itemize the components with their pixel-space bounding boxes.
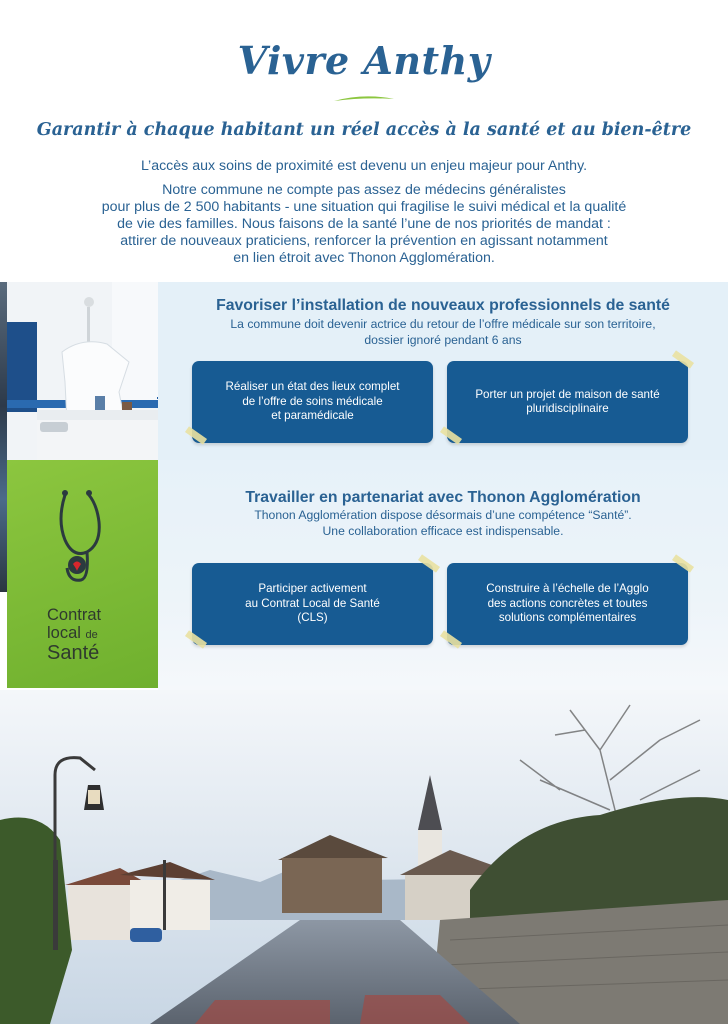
intro-paragraph-2	[40, 182, 688, 267]
cls-word-contrat: Contrat	[47, 606, 102, 624]
card-line: et paramédicale	[271, 409, 354, 423]
section-1-title: Favoriser l’installation de nouveaux professionnels de santé	[216, 297, 670, 314]
side-photo-strip	[0, 282, 7, 592]
intro-line: en lien étroit avec Thonon Agglomération.	[233, 250, 495, 266]
cls-word-de: de	[85, 629, 98, 641]
section-2-description	[158, 508, 728, 539]
card-line: des actions concrètes et toutes	[487, 596, 648, 610]
intro-line: pour plus de 2 500 habitants - une situation qui fragilise le suivi médical et la qualité	[101, 199, 627, 215]
card-line: Porter un projet de maison de santé	[475, 387, 660, 401]
cls-line-local-de	[47, 624, 101, 644]
card-line: pluridisciplinaire	[526, 402, 609, 415]
village-street-photo	[0, 690, 728, 1024]
card-line: solutions complémentaires	[498, 611, 637, 625]
page-title: Vivre Anthy	[237, 38, 491, 83]
card-text	[226, 380, 400, 424]
card-line: Réaliser un état des lieux complet	[225, 380, 400, 394]
card-line: Participer activement	[258, 582, 367, 596]
page-subtitle: Garantir à chaque habitant un réel accès à la santé et au bien-être	[36, 120, 692, 140]
card-line: au Contrat Local de Santé	[245, 596, 380, 610]
intro-line: Notre commune ne compte pas assez de médecins généralistes	[162, 182, 566, 198]
card-text	[475, 388, 659, 417]
card-text	[245, 582, 380, 626]
section-2-desc-line: Une collaboration efficace est indispensable.	[322, 523, 564, 538]
action-card-construire-agglo	[447, 563, 688, 645]
cls-word-sante: Santé	[47, 642, 100, 664]
section-1-description	[158, 317, 728, 348]
card-line: Construire à l’échelle de l’Agglo	[486, 582, 649, 596]
intro-line: attirer de nouveaux praticiens, renforcer la prévention en agissant notamment	[120, 233, 608, 249]
title-swoosh-decoration	[332, 93, 396, 105]
action-card-maison-de-sante	[447, 361, 688, 443]
action-card-participer-cls	[192, 563, 433, 645]
card-text	[486, 582, 648, 626]
cls-word-local: local	[47, 624, 81, 642]
village-street-illustration	[0, 690, 728, 1024]
intro-paragraph-1: L’accès aux soins de proximité est devenu un enjeu majeur pour Anthy.	[140, 158, 588, 174]
card-line: (CLS)	[297, 611, 328, 625]
intro-line: de vie des familles. Nous faisons de la santé l’une de nos priorités de mandat :	[117, 216, 611, 232]
doctor-office-photo	[7, 282, 158, 460]
intro-text	[40, 158, 688, 274]
section-1-desc-line: La commune doit devenir actrice du retour de l’offre médicale sur son territoire,	[230, 317, 656, 331]
card-line: de l’offre de soins médicale	[242, 394, 383, 408]
action-card-etat-des-lieux	[192, 361, 433, 443]
section-2-desc-line: Thonon Agglomération dispose désormais d’une compétence “Santé”.	[254, 508, 632, 522]
section-1-desc-line: dossier ignoré pendant 6 ans	[364, 332, 522, 347]
doctor-office-illustration	[7, 282, 158, 460]
section-2-title: Travailler en partenariat avec Thonon Agglomération	[245, 489, 641, 506]
cls-logo-text	[47, 606, 101, 662]
